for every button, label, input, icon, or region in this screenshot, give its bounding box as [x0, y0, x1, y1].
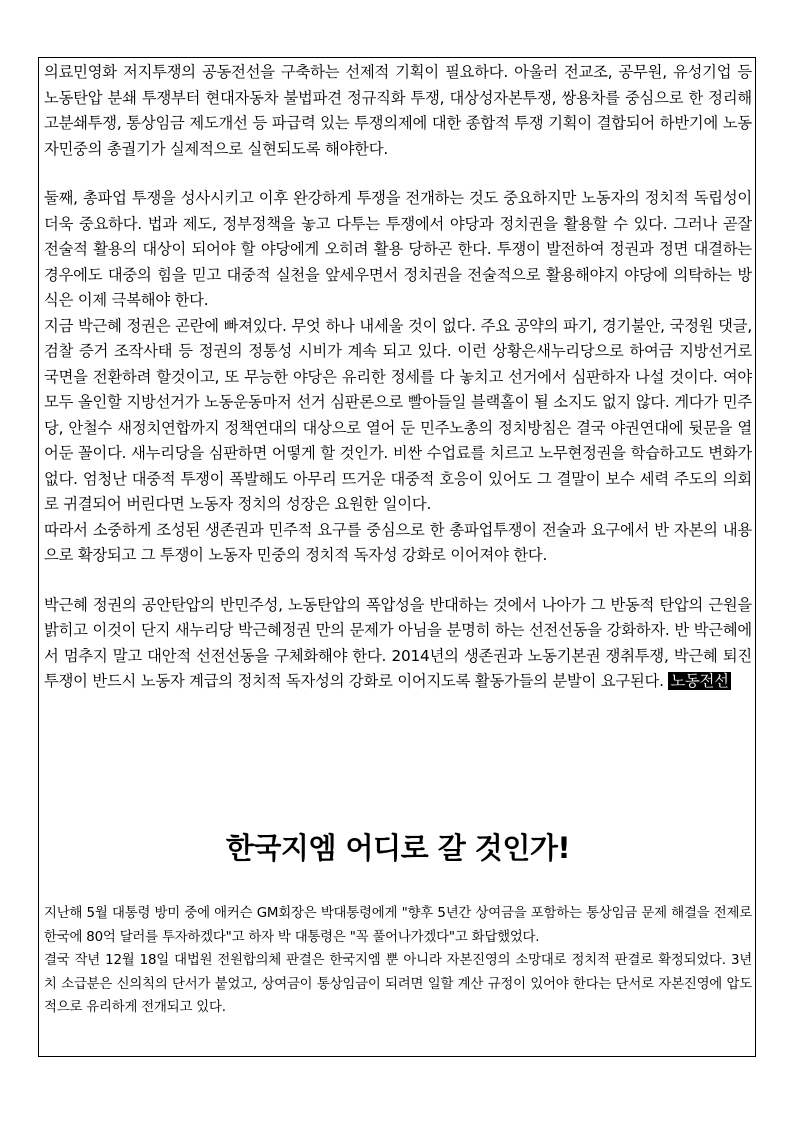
paragraph-with-tag — [44, 593, 752, 695]
end-tag-badge: 노동전선 — [670, 672, 729, 690]
article2-body — [44, 902, 752, 1020]
paragraph: 지금 박근혜 정권은 곤란에 빠져있다. 무엇 하나 내세울 것이 없다. 주요 공약의 파기, 경기불안, 국정원 댓글, 검찰 증거 조작사태 등 정권의 정통성 시비가 계속 되고 있다. 이런 상황은새누리당으로 하여금 지방선거로 국면을 전환하려 할것이고, 또 무능한 야당은 유리한 정세를 다 놓치고 선거에서 심판하자 나설 것이다. 여야 모두 올인할 지방선거가 노동운동마저 선거 심판론으로 빨아들일 블랙홀이 될 소지도 없지 않다. 게다가 민주당, 안철수 새정치연합까지 정책연대의 대상으로 열어 둔 민주노총의 정치방침은 결국 야권연대에 뒷문을 열어둔 꼴이다. 새누리당을 심판하면 어떻게 할 것인가. 비싼 수업료를 치르고 노무현정권을 학습하고도 변화가 없다. 엄청난 대중적 투쟁이 폭발해도 아무리 뜨거운 대중적 호응이 있어도 그 결말이 보수 세력 주도의 의회로 귀결되어 버린다면 노동자 정치의 성장은 요원한 일이다. — [44, 316, 752, 513]
article-headline: 한국지엠 어디로 갈 것인가! — [225, 831, 571, 865]
paragraph: 의료민영화 저지투쟁의 공동전선을 구축하는 선제적 기획이 필요하다. 아울러 전교조, 공무원, 유성기업 등 노동탄압 분쇄 투쟁부터 현대자동차 불법파견 정규직화 투쟁, 대상성자본투쟁, 쌍용차를 중심으로 한 정리해고분쇄투쟁, 통상임금 제도개선 등 파급력 있는 투쟁의제에 대한 종합적 투쟁 기획이 결합되어 하반기에 노동자민중의 총궐기가 실제적으로 실현되도록 해야한다. — [44, 63, 752, 158]
paragraph: 둘째, 총파업 투쟁을 성사시키고 이후 완강하게 투쟁을 전개하는 것도 중요하지만 노동자의 정치적 독립성이 더욱 중요하다. 법과 제도, 정부정책을 놓고 다투는 투쟁에서 야당과 정치권을 활용할 수 있다. 그러나 곧잘 전술적 활용의 대상이 되어야 할 야당에게 오히려 활용 당하곤 한다. 투쟁이 발전하여 정권과 정면 대결하는 경우에도 대중의 힘을 믿고 대중적 실천을 앞세우면서 정치권을 전술적으로 활용해야지 야당에 의탁하는 방식은 이제 극복해야 한다. — [44, 189, 752, 309]
paragraph: 결국 작년 12월 18일 대법원 전원합의체 판결은 한국지엠 뿐 아니라 자본진영의 소망대로 정치적 판결로 확정되었다. 3년 치 소급분은 신의칙의 단서가 붙었고, 상여금이 통상임금이 되려면 일할 계산 규정이 있어야 한다는 단서로 자본진영에 압도적으로 유리하게 전개되고 있다. — [44, 953, 752, 1015]
paragraph-text: 박근혜 정권의 공안탄압의 반민주성, 노동탄압의 폭압성을 반대하는 것에서 나아가 그 반동적 탄압의 근원을 밝히고 이것이 단지 새누리당 박근혜정권 만의 문제가 아님을 분명히 하는 선전선동을 강화하자. 반 박근혜에서 멈추지 말고 대안적 선전선동을 구체화해야 한다. 2014년의 생존권과 노동기본권 쟁취투쟁, 박근혜 퇴진 투쟁이 반드시 노동자 계급의 정치적 독자성의 강화로 이어지도록 활동가들의 분발이 요구된다. — [44, 595, 752, 690]
article-body — [44, 60, 752, 695]
paragraph: 지난해 5월 대통령 방미 중에 애커슨 GM회장은 박대통령에게 "향후 5년간 상여금을 포함하는 통상임금 문제 해결을 전제로 한국에 80억 달러를 투자하겠다"고 하자 박 대통령은 "꼭 풀어나가겠다"고 화답했었다. — [44, 906, 752, 945]
paragraph: 따라서 소중하게 조성된 생존권과 민주적 요구를 중심으로 한 총파업투쟁이 전술과 요구에서 반 자본의 내용으로 확장되고 그 투쟁이 노동자 민중의 정치적 독자성 강화로 이어져야 한다. — [44, 520, 752, 564]
